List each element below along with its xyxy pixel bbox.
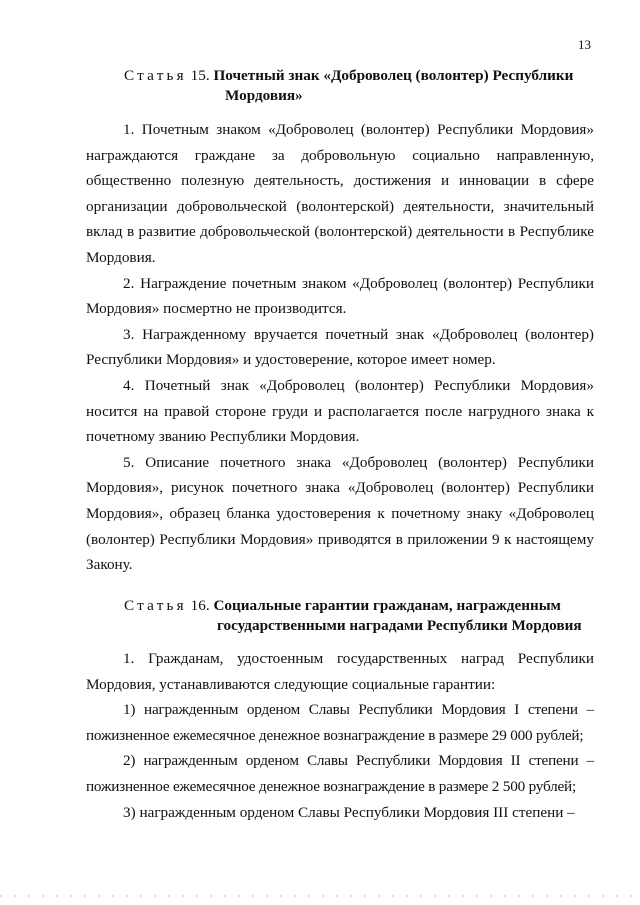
article-16-item-2: 2) награжденным орденом Славы Республики Мордовия II степени – пожизненное ежемесячное денежное вознаграждение в размере 2 500 рублей; xyxy=(86,752,594,795)
article-15-paragraph-3: 3. Награжденному вручается почетный знак «Доброволец (волонтер) Республики Мордовия» и удостоверение, которое имеет номер. xyxy=(86,325,594,369)
article-15-paragraph-1: 1. Почетным знаком «Доброволец (волонтер) Республики Мордовия» награждаются граждане за добровольную социально направленную, общественно полезную деятельность, достижения и инновации в сфере организации добровольческой (волонтерской) деятельности, значительный вклад в развитие добровольческой (волонтерской) деятельности в Республике Мордовия. xyxy=(86,121,594,266)
article-15-heading xyxy=(124,66,604,105)
article-16-body xyxy=(86,646,594,825)
article-15-lead: Статья xyxy=(124,67,187,84)
article-15-body xyxy=(86,117,594,578)
article-16-paragraph-1: 1. Гражданам, удостоенным государственных наград Республики Мордовия, устанавливаются следующие социальные гарантии: xyxy=(86,650,594,693)
article-16-title: Социальные гарантии гражданам, награжденным xyxy=(213,597,561,614)
article-15-number: 15. xyxy=(190,67,210,84)
article-16-title-cont: государственными наградами Республики Мордовия xyxy=(217,616,582,634)
article-16-item-3: 3) награжденным орденом Славы Республики Мордовия III степени – xyxy=(123,803,575,821)
article-15-paragraph-5: 5. Описание почетного знака «Доброволец (волонтер) Республики Мордовия», рисунок почетного знака «Доброволец (волонтер) Республики Мордовия», образец бланка удостоверения к почетному знаку «Доброволец (волонтер) Республики Мордовия» приводятся в приложении 9 к настоящему Закону. xyxy=(86,453,594,574)
article-15-paragraph-2: 2. Награждение почетным знаком «Доброволец (волонтер) Республики Мордовия» посмертно не производится. xyxy=(86,274,594,318)
article-16-item-1: 1) награжденным орденом Славы Республики Мордовия I степени – пожизненное ежемесячное денежное вознаграждение в размере 29 000 рублей; xyxy=(86,701,594,744)
article-15-title-cont: Мордовия» xyxy=(225,86,303,104)
scan-artifact-line xyxy=(0,895,640,897)
article-16-lead: Статья xyxy=(124,597,187,614)
page-number: 13 xyxy=(578,37,591,52)
article-16-heading xyxy=(124,596,604,635)
article-15-paragraph-4: 4. Почетный знак «Доброволец (волонтер) Республики Мордовия» носится на правой стороне груди и располагается после нагрудного знака к почетному званию Республики Мордовия. xyxy=(86,376,594,446)
article-15-title: Почетный знак «Доброволец (волонтер) Республики xyxy=(213,67,574,84)
article-16-number: 16. xyxy=(190,597,210,614)
